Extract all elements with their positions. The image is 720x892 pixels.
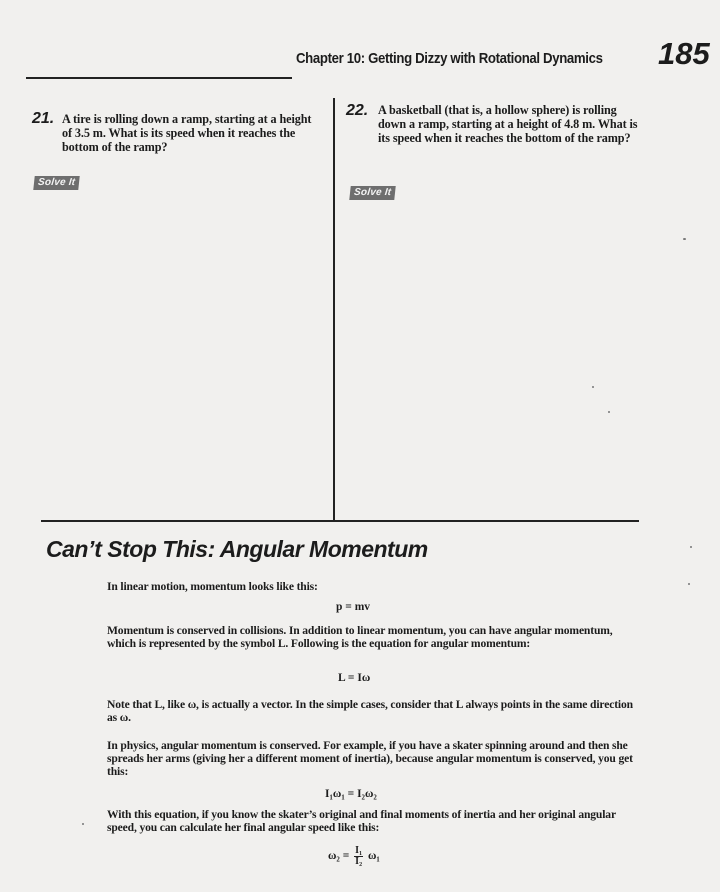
print-speck [683, 238, 686, 240]
problem-number: 22. [346, 102, 369, 119]
equation-conservation: I₁ω₁ = I₂ω₂ [325, 788, 377, 800]
equation-rhs: ω₁ [367, 850, 380, 863]
print-speck [688, 583, 690, 585]
equation-lhs: ω₂ = [328, 850, 350, 863]
problem-22 [346, 102, 646, 192]
section-rule [41, 520, 639, 522]
print-speck [592, 386, 594, 388]
paragraph-vector-note: Note that L, like ω, is actually a vector. In the simple cases, consider that L always points in the same direction as ω. [107, 698, 633, 724]
equation-angular-momentum: L = Iω [338, 672, 371, 684]
section-heading: Can’t Stop This: Angular Momentum [46, 536, 428, 562]
header-rule [26, 77, 292, 79]
page-number: 185 [658, 36, 710, 71]
problem-text: A basketball (that is, a hollow sphere) is rolling down a ramp, starting at a height of 4.8 m. What is its speed when it reaches the bottom of the ramp? [378, 103, 638, 145]
equation-final-angular-speed [328, 846, 380, 867]
fraction-numerator: I₁ [355, 845, 363, 856]
equation-linear-momentum: p = mv [336, 601, 371, 613]
paragraph-final-speed: With this equation, if you know the skater’s original and final moments of inertia and her original angular speed, you can calculate her final angular speed like this: [107, 808, 616, 834]
solve-it-badge: Solve It [33, 176, 80, 190]
problem-text: A tire is rolling down a ramp, starting at a height of 3.5 m. What is its speed when it reaches the bottom of the ramp? [62, 112, 312, 154]
print-speck [82, 823, 84, 825]
paragraph-conservation: In physics, angular momentum is conserved. For example, if you have a skater spinning around and then she spreads her arms (giving her a different moment of inertia), because angular momentum is conserved, you get this: [107, 739, 633, 778]
fraction-denominator: I₂ [355, 856, 363, 867]
inertia-fraction [354, 846, 363, 867]
print-speck [690, 546, 692, 548]
paragraph-angular-momentum-intro: Momentum is conserved in collisions. In addition to linear momentum, you can have angular momentum, which is represented by the symbol L. Following is the equation for angular momentum: [107, 624, 613, 650]
paragraph-linear-momentum: In linear motion, momentum looks like this: [107, 580, 318, 593]
column-divider [333, 98, 335, 522]
print-speck [608, 411, 610, 413]
problem-number: 21. [32, 110, 55, 127]
solve-it-badge: Solve It [349, 186, 396, 200]
chapter-title: Chapter 10: Getting Dizzy with Rotational Dynamics [296, 50, 603, 67]
